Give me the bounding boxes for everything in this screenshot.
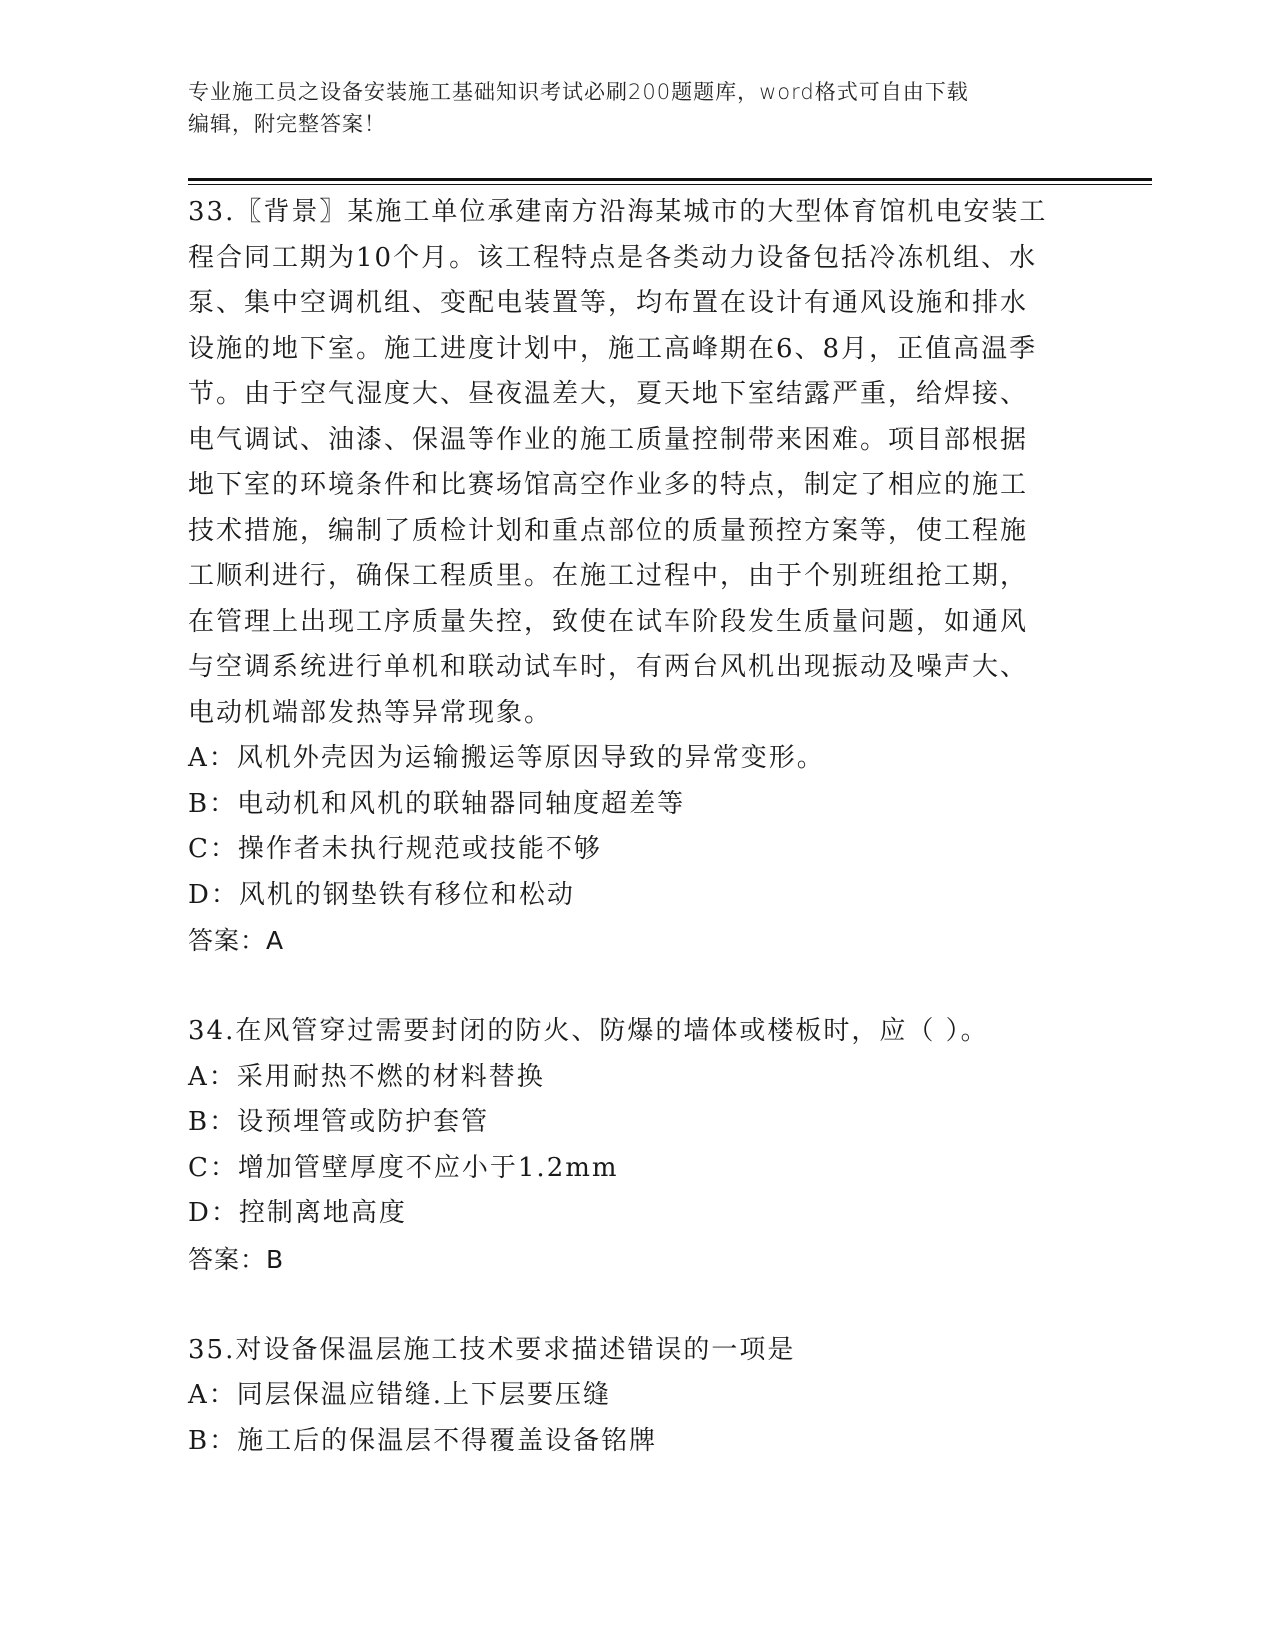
answer-label: 答案：A	[188, 926, 285, 955]
stem-line: 在管理上出现工序质量失控，致使在试车阶段发生质量问题，如通风	[188, 606, 1029, 637]
option-d: D：控制离地高度	[188, 1198, 407, 1228]
header-line-2: 编辑，附完整答案！	[188, 112, 386, 136]
option-c: C：操作者未执行规范或技能不够	[188, 834, 602, 864]
header-line-1: 专业施工员之设备安装施工基础知识考试必刷200题题库，word格式可自由下载	[188, 80, 969, 104]
stem-line: 33.〖背景〗某施工单位承建南方沿海某城市的大型体育馆机电安装工	[188, 197, 1048, 227]
stem-line: 电气调试、油漆、保温等作业的施工质量控制带来困难。项目部根据	[188, 424, 1029, 455]
question-34	[188, 1009, 1078, 1282]
stem-line: 节。由于空气湿度大、昼夜温差大，夏天地下室结露严重，给焊接、	[188, 379, 1029, 409]
question-33	[188, 190, 1078, 964]
stem-line: 34.在风管穿过需要封闭的防火、防爆的墙体或楼板时，应（ ）。	[188, 1016, 989, 1046]
option-a: A：风机外壳因为运输搬运等原因导致的异常变形。	[188, 743, 825, 773]
stem-line: 工顺利进行，确保工程质里。在施工过程中，由于个别班组抢工期，	[188, 561, 1029, 591]
stem-line: 地下室的环境条件和比赛场馆高空作业多的特点，制定了相应的施工	[188, 470, 1029, 500]
question-stem	[188, 1009, 1078, 1055]
header-divider-thin	[188, 184, 1152, 185]
option-c: C：增加管壁厚度不应小于1.2mm	[188, 1152, 619, 1183]
question-spacer	[188, 1282, 1078, 1328]
question-stem	[188, 1328, 1078, 1374]
option-b: B：电动机和风机的联轴器同轴度超差等	[188, 788, 686, 819]
answer-label: 答案：B	[188, 1244, 285, 1274]
option-a: A：采用耐热不燃的材料替换	[188, 1061, 545, 1092]
header-divider-thick	[188, 178, 1152, 181]
question-stem	[188, 190, 1078, 736]
option-a: A：同层保温应错缝.上下层要压缝	[188, 1380, 612, 1410]
stem-line: 技术措施，编制了质检计划和重点部位的质量预控方案等，使工程施	[188, 515, 1029, 546]
stem-line: 泵、集中空调机组、变配电装置等，均布置在设计有通风设施和排水	[188, 288, 1029, 318]
stem-line: 与空调系统进行单机和联动试车时，有两台风机出现振动及噪声大、	[188, 652, 1029, 682]
option-d: D：风机的钢垫铁有移位和松动	[188, 879, 575, 910]
document-header	[188, 76, 1078, 140]
option-b: B：施工后的保温层不得覆盖设备铭牌	[188, 1425, 658, 1456]
option-b: B：设预埋管或防护套管	[188, 1107, 490, 1137]
stem-line: 设施的地下室。施工进度计划中，施工高峰期在6、8月，正值高温季	[188, 333, 1038, 364]
question-35	[188, 1328, 1078, 1465]
stem-line: 程合同工期为10个月。该工程特点是各类动力设备包括冷冻机组、水	[188, 242, 1038, 273]
question-list	[188, 190, 1078, 1464]
stem-line: 电动机端部发热等异常现象。	[188, 697, 553, 728]
stem-line: 35.对设备保温层施工技术要求描述错误的一项是	[188, 1334, 796, 1365]
question-spacer	[188, 964, 1078, 1010]
